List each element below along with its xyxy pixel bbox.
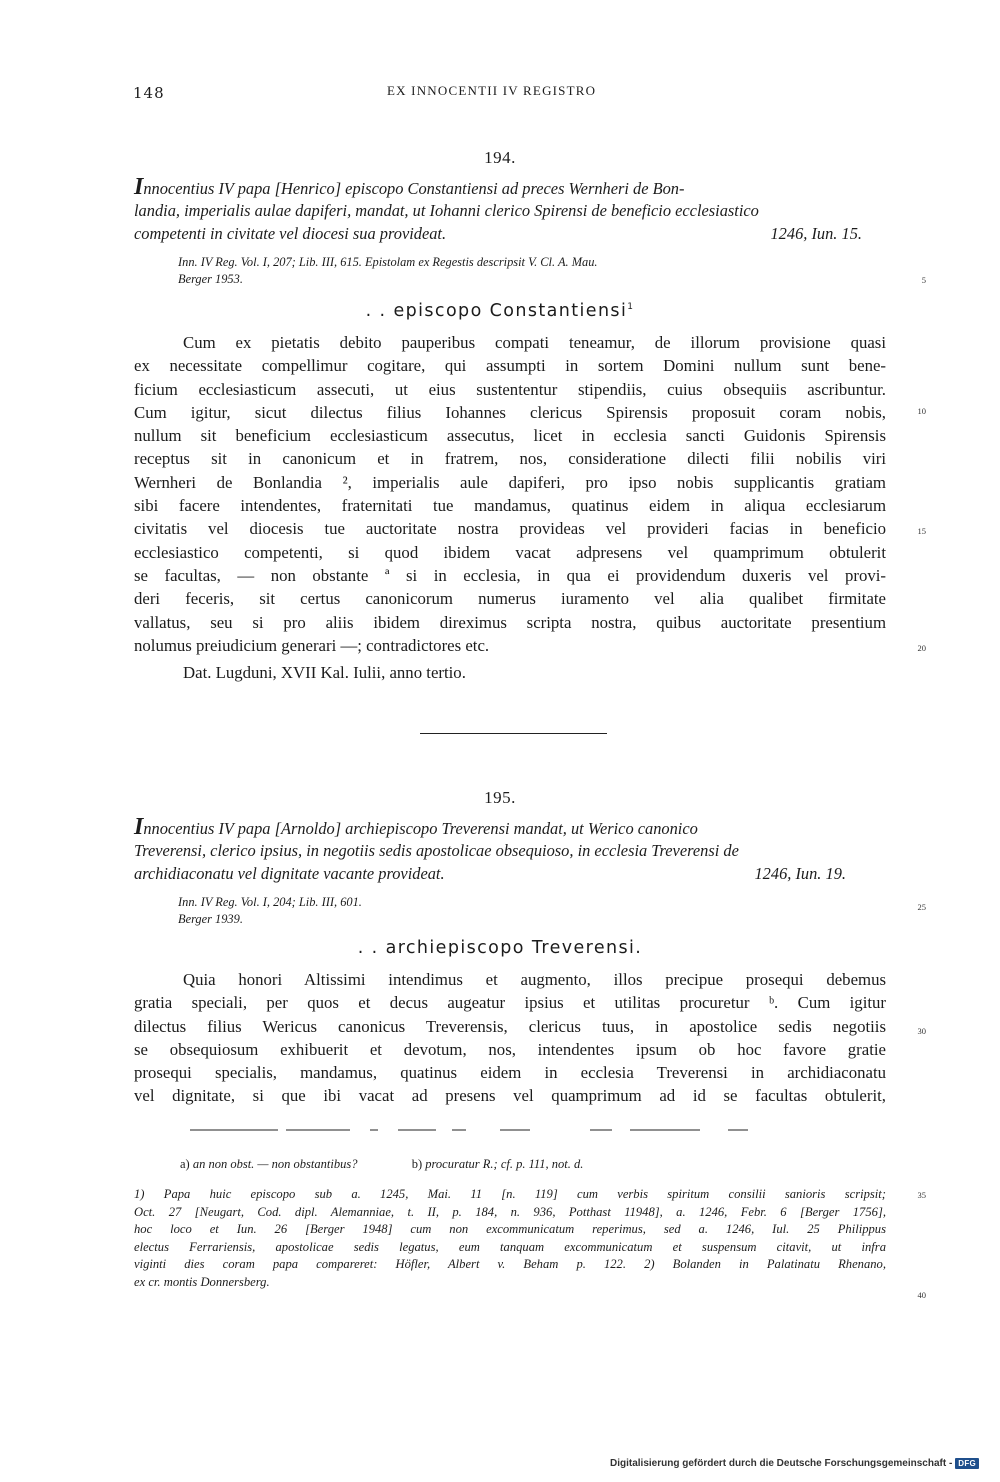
running-title: EX INNOCENTII IV REGISTRO <box>387 83 597 98</box>
regest-initial: I <box>134 174 144 200</box>
historical-notes <box>134 1186 886 1291</box>
line-number: 25 <box>917 902 926 912</box>
body-line: Cum igitur, sicut dilectus filius Iohannes clericus Spirensis proposuit coram nobis, <box>134 402 886 422</box>
regest-line: Treverensi, clerico ipsius, in negotiis sedis apostolicae obsequioso, in ecclesia Treverensi de <box>134 841 739 861</box>
address-195: . . archiepiscopo Treverensi. <box>357 938 643 958</box>
body-line: Quia honori Altissimi intendimus et augmento, illos precipue prosequi debemus <box>183 970 886 989</box>
note-a: a) an non obst. — non obstantibus? <box>180 1157 358 1171</box>
footnote-line: viginti dies coram papa compareret: Höfler, Albert v. Beham p. 122. 2) Bolanden in Palatinatu Rhenano, <box>134 1257 886 1271</box>
regest-195 <box>134 814 886 885</box>
line-number: 10 <box>917 406 926 416</box>
textual-notes <box>180 1157 583 1172</box>
address-194: . . episcopo Constantiensi$^1$ <box>365 301 635 321</box>
source-line: Inn. IV Reg. Vol. I, 207; Lib. III, 615. Epistolam ex Regestis descripsit V. Cl. A. Mau. <box>178 255 598 269</box>
line-number: 15 <box>917 526 926 536</box>
source-note-194 <box>178 254 598 287</box>
regest-date: 1246, Iun. 19. <box>754 863 846 883</box>
body-line: deri feceris, sit certus canonicorum numerus iuramento vel alia qualibet firmitate <box>134 589 886 609</box>
regest-line: Innocentius IV papa [Henrico] episcopo Constantiensi ad preces Wernheri de Bon- <box>134 174 685 200</box>
section-divider <box>420 733 607 734</box>
note-b: b) procuratur R.; cf. p. 111, not. d. <box>411 1157 584 1171</box>
body-line: se facultas, — non obstante ª si in ecclesia, in qua ei providendum duxeris vel provi- <box>134 565 886 585</box>
regest-line: Innocentius IV papa [Arnoldo] archiepiscopo Treverensi mandat, ut Werico canonico <box>134 814 698 840</box>
letter-body-195 <box>134 968 886 1108</box>
footnote-line: ex cr. montis Donnersberg. <box>134 1274 270 1289</box>
document-number-195: 195. <box>484 788 516 807</box>
source-line: Berger 1939. <box>178 911 243 926</box>
regest-line: archidiaconatu vel dignitate vacante provideat. 1246, Iun. 19. <box>134 863 886 885</box>
line-number: 20 <box>917 643 926 653</box>
body-line: vel dignitate, si que ibi vacat ad presens vel quamprimum ad id se facultas obtulerit, <box>134 1086 886 1106</box>
regest-194 <box>134 174 886 245</box>
body-line: ex necessitate compellimur cogitare, qui assumpti in sortem Domini nullum sunt bene- <box>134 356 886 376</box>
body-line: sibi facere intendentes, fraternitati tue mandamus, quatinus eidem in aliqua ecclesiarum <box>134 496 886 516</box>
page-number: 148 <box>133 84 165 102</box>
dfg-logo-icon: DFG <box>955 1458 979 1469</box>
regest-line: landia, imperialis aulae dapiferi, mandat, ut Iohanni clerico Spirensi de beneficio ecclesiastico <box>134 201 759 221</box>
footnote-separator <box>190 1127 760 1133</box>
body-line: nolumus preiudicium generari —; contradictores etc. <box>134 635 490 655</box>
footnote-ref: 1 <box>627 302 635 313</box>
body-line: prosequi specialis, mandamus, quatinus eidem in ecclesia Treverensi in archidiaconatu <box>134 1063 886 1083</box>
body-line: Wernheri de Bonlandia ², imperialis aule dapiferi, pro ipso nobis supplicantis gratiam <box>134 472 886 492</box>
body-line: Cum ex pietatis debito pauperibus compati teneamur, de illorum provisione quasi <box>183 333 886 352</box>
credit-text: Digitalisierung gefördert durch die Deutsche Forschungsgemeinschaft - <box>610 1458 953 1469</box>
body-line: receptus sit in canonicum et in fratrem, nos, consideratione dilecti filii nobilis viri <box>134 449 886 469</box>
source-line: Berger 1953. <box>178 271 243 286</box>
body-line: ecclesiastico competenti, si quod ibidem vacat adpresens vel quamprimum obtulerit <box>134 542 886 562</box>
body-line: dilectus filius Wericus canonicus Treverensis, clericus tuus, in apostolice sedis negotiis <box>134 1016 886 1036</box>
body-line: gratia speciali, per quos et decus augeatur ipsius et utilitas procuretur ᵇ. Cum igitur <box>134 993 886 1013</box>
footnote-line: Oct. 27 [Neugart, Cod. dipl. Alemanniae, t. II, p. 184, n. 936, Potthast 11948], a. 1246, Febr. 6 [Berger 1756], <box>134 1204 886 1219</box>
footnote-line: hoc loco et Iun. 26 [Berger 1948] cum non excommunicatum reperimus, sed a. 1246, Iul. 25 Philippus <box>134 1222 886 1236</box>
footnote-line: electus Ferrariensis, apostolicae sedis legatus, eum tanquam excommunicatum et suspensum citavit, ut infra <box>134 1239 886 1254</box>
digitization-credit <box>610 1458 979 1469</box>
datum-line: Dat. Lugduni, XVII Kal. Iulii, anno tertio. <box>183 663 466 683</box>
source-note-195 <box>178 894 362 927</box>
body-line: vallatus, seu si pro aliis ibidem direximus scripta nostra, quibus auctoritate presentium <box>134 612 886 632</box>
letter-body-194 <box>134 331 886 684</box>
regest-date: 1246, Iun. 15. <box>770 223 862 243</box>
regest-initial: I <box>134 814 144 840</box>
line-number: 40 <box>917 1290 926 1300</box>
line-number: 30 <box>917 1026 926 1036</box>
document-number-194: 194. <box>484 148 516 167</box>
body-line: civitatis vel diocesis tue auctoritate nostra provideas vel provideri facias in beneficio <box>134 519 886 539</box>
body-line: se obsequiosum exhibuerit et devotum, nos, intendentes ipsum ob hoc favore gratie <box>134 1039 886 1059</box>
line-number: 35 <box>917 1190 926 1200</box>
body-line: nullum sit beneficium ecclesiasticum assecutus, licet in ecclesia sancti Guidonis Spirensis <box>134 426 886 446</box>
body-line: ficium ecclesiasticum assecuti, ut eius sustententur stipendiis, cuius obsequiis ascribuntur. <box>134 379 886 399</box>
footnote-line: 1) Papa huic episcopo sub a. 1245, Mai. 11 [n. 119] cum verbis spiritum consilii sanioris scripsit; <box>134 1187 886 1201</box>
line-number: 5 <box>921 275 926 285</box>
regest-line: competenti in civitate vel diocesi sua provideat. 1246, Iun. 15. <box>134 223 886 245</box>
source-line: Inn. IV Reg. Vol. I, 204; Lib. III, 601. <box>178 895 362 909</box>
